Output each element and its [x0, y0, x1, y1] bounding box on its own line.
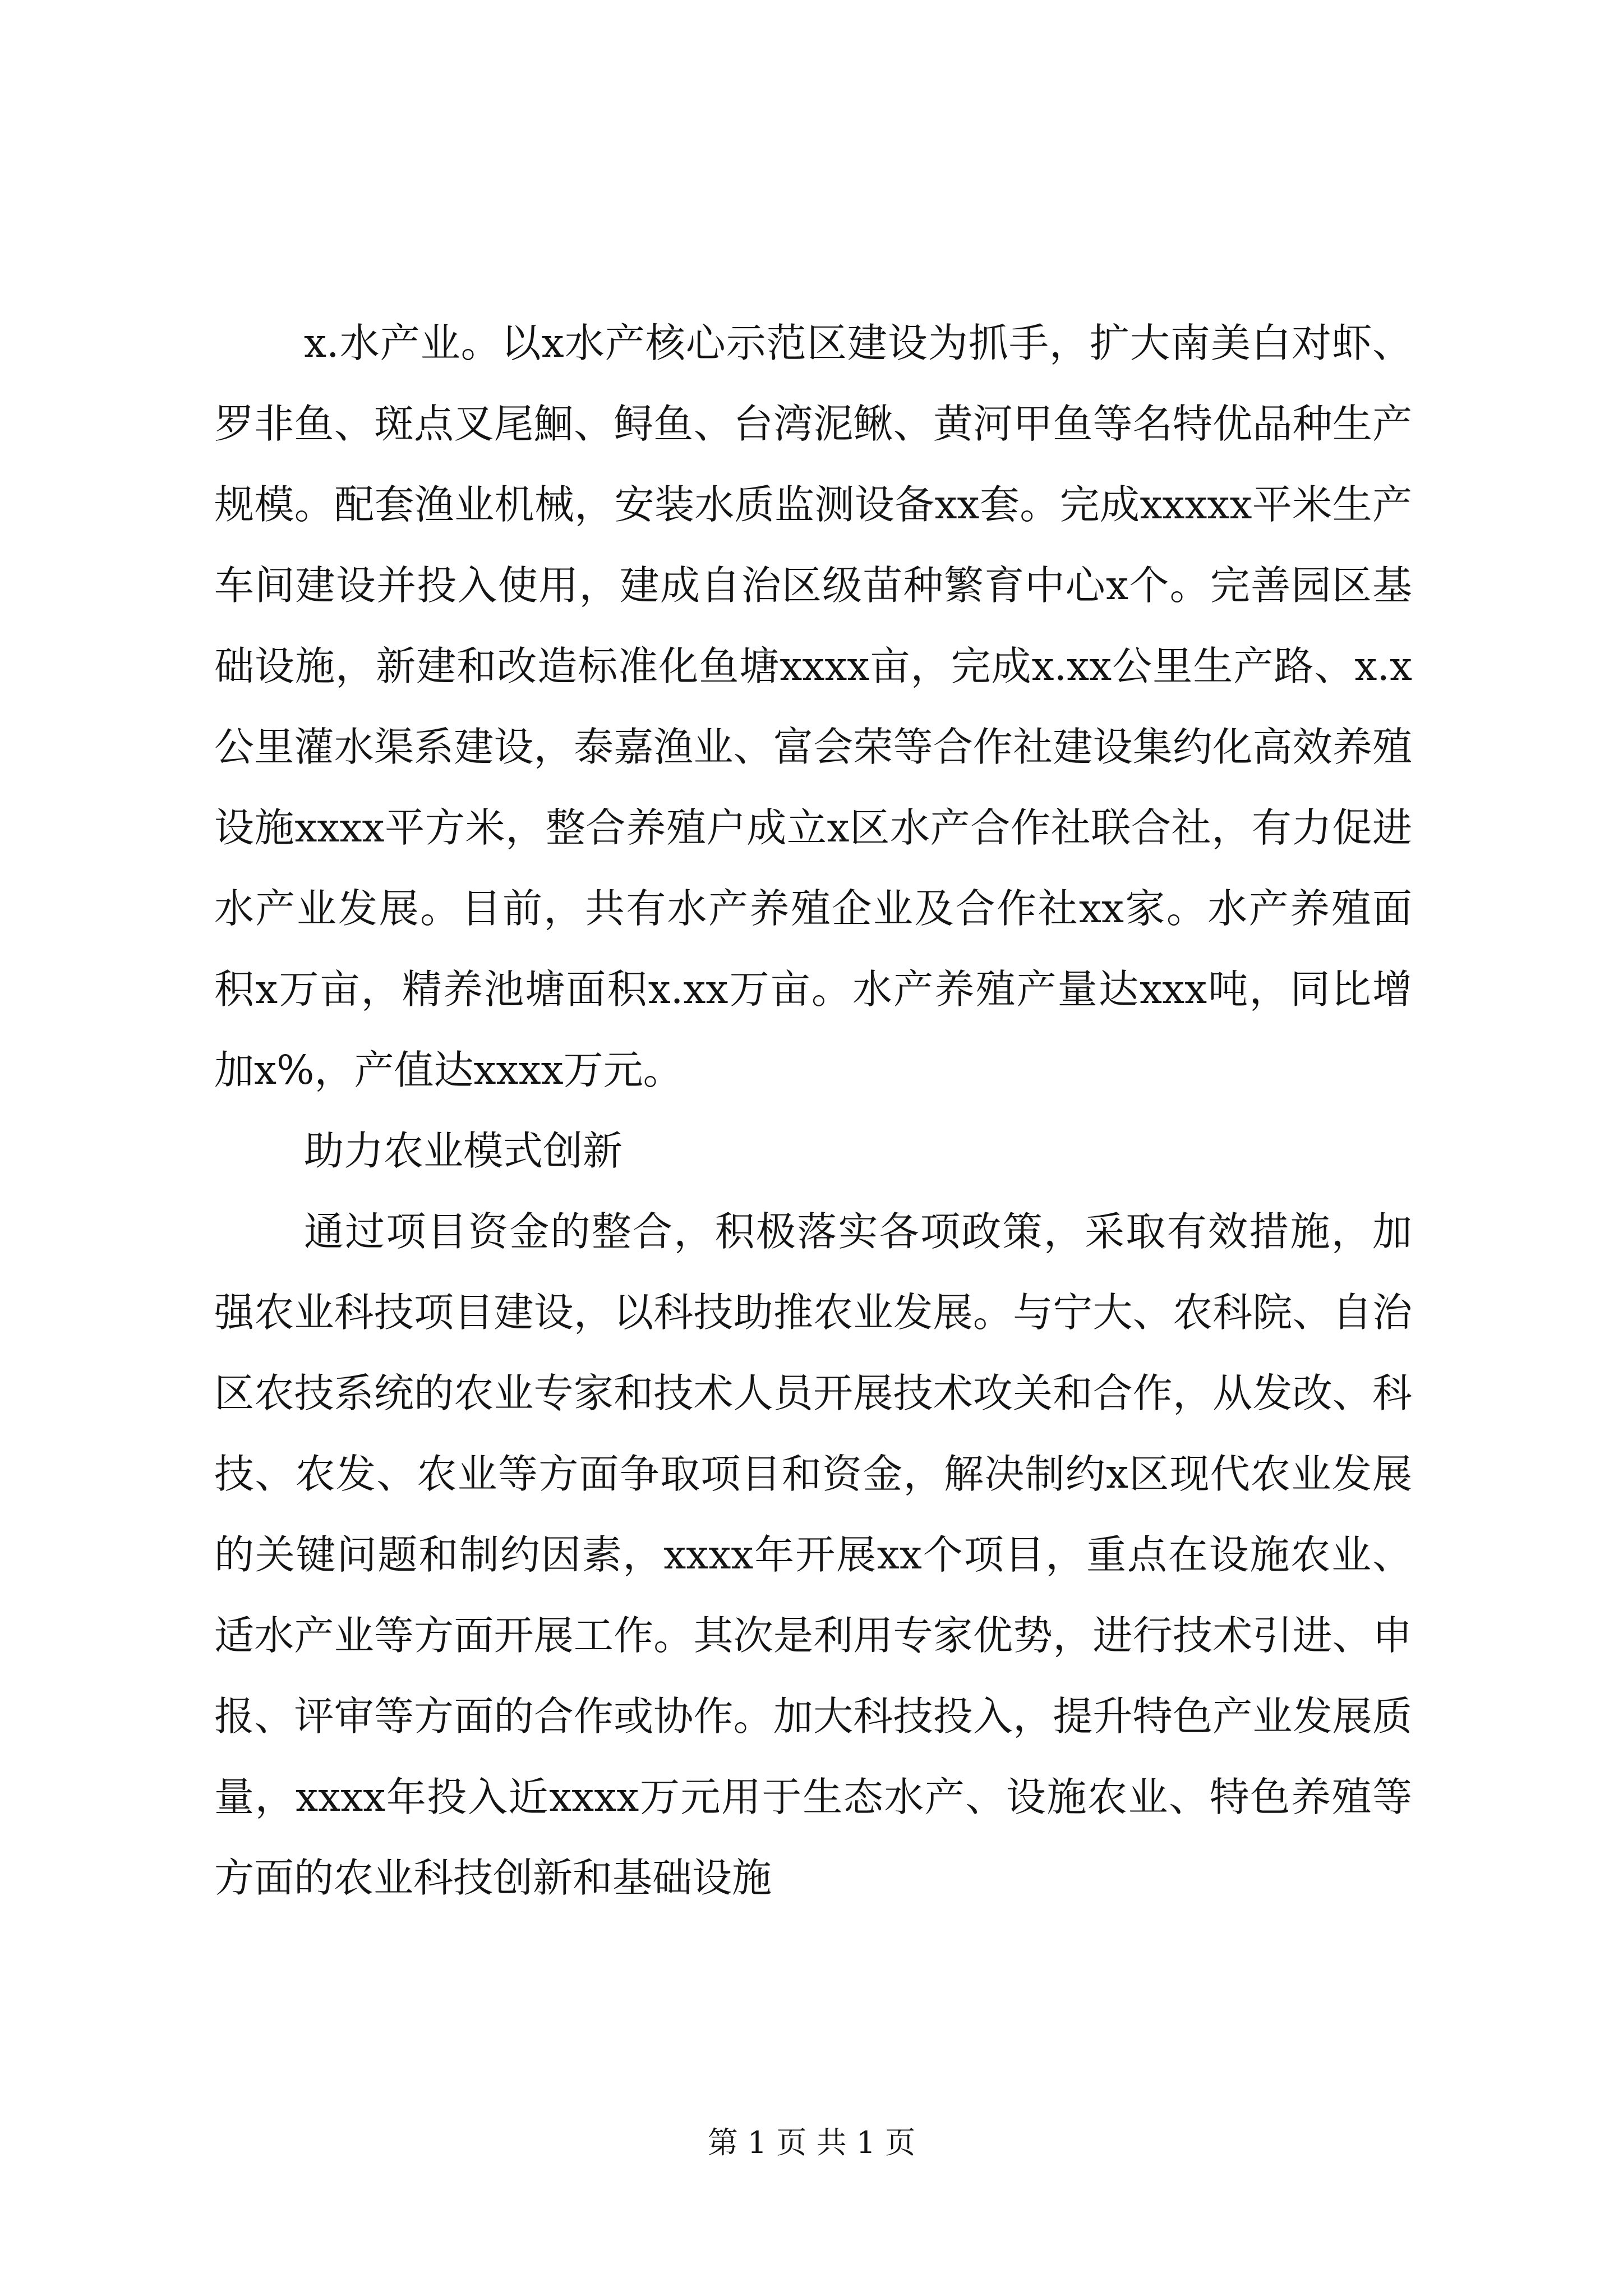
document-body	[214, 303, 1412, 1918]
section-heading: 助力农业模式创新	[304, 1128, 623, 1174]
page-footer: 第 1 页 共 1 页	[707, 2125, 916, 2160]
paragraph-innovation: 通过项目资金的整合，积极落实各项政策，采取有效措施，加强农业科技项目建设，以科技助推农业发展。与宁大、农科院、自治区农技系统的农业专家和技术人员开展技术攻关和合作，从发改、科技、农发、农业等方面争取项目和资金，解决制约x区现代农业发展的关键问题和制约因素，xxxx年开展xx个项目，重点在设施农业、适水产业等方面开展工作。其次是利用专家优势，进行技术引进、申报、评审等方面的合作或协作。加大科技投入，提升特色产业发展质量，xxxx年投入近xxxx万元用于生态水产、设施农业、特色养殖等方面的农业科技创新和基础设施	[214, 1208, 1412, 1901]
paragraph-aquaculture: x.水产业。以x水产核心示范区建设为抓手，扩大南美白对虾、罗非鱼、斑点叉尾鮰、鲟鱼、台湾泥鳅、黄河甲鱼等名特优品种生产规模。配套渔业机械，安装水质监测设备xx套。完成xxxxx平米生产车间建设并投入使用，建成自治区级苗种繁育中心x个。完善园区基础设施，新建和改造标准化鱼塘xxxx亩，完成x.xx公里生产路、x.x公里灌水渠系建设，泰嘉渔业、富会荣等合作社建设集约化高效养殖设施xxxx平方米，整合养殖户成立x区水产合作社联合社，有力促进水产业发展。目前，共有水产养殖企业及合作社xx家。水产养殖面积x万亩，精养池塘面积x.xx万亩。水产养殖产量达xxx吨，同比增加x%，产值达xxxx万元。	[214, 320, 1412, 1093]
